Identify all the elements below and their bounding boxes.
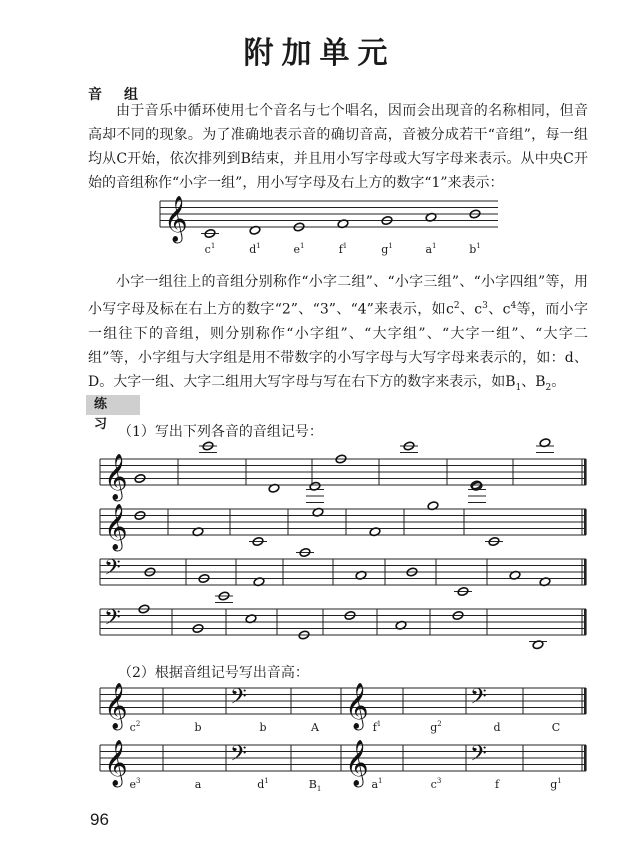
pitch-label: $a^1$ [371,777,383,791]
note-label: $g^1$ [381,242,393,256]
treble-clef-icon: 𝄞 [164,196,188,242]
note-label: $d^1$ [249,242,261,256]
final-barline [584,745,587,771]
note-label: $a^1$ [425,242,437,256]
pitch-label: $c^3$ [430,777,442,791]
bass-clef-icon: 𝄢 [104,555,121,586]
section-heading: 音组 [88,87,160,103]
pitch-label: C [551,721,561,734]
pitch-label: $g^1$ [550,777,562,791]
final-barline [584,459,587,485]
pitch-label: $B_1$ [308,778,322,793]
bass-clef-icon: 𝄢 [230,741,247,772]
pitch-label: A [311,721,319,734]
exercise1-prompt: （1）写出下列各音的音组记号： [118,424,323,440]
bass-clef-icon: 𝄢 [470,741,487,772]
note-label: $c^1$ [204,242,216,256]
pitch-label: $g^2$ [430,720,442,734]
final-barline [584,688,587,714]
intro-paragraph: 由于音乐中循环使用七个音名与七个唱名，因而会出现音的名称相同，但音高却不同的现象。为了准确地表示音的确切音高，音被分成若干“音组”，每一组均从C开始，依次排列到B结束，并且用小写字母或大写字母来表示。从中央C开始的音组称作“小字一组”，用小写字母及右上方的数字“1”来表示： [88,103,588,191]
pitch-label: $e^3$ [129,777,141,791]
pitch-label: $d^1$ [257,777,269,791]
pitch-label: $c^2$ [129,720,141,734]
page-number: 96 [90,810,109,829]
pitch-label: b [259,721,267,734]
pitch-label: f [494,778,500,791]
final-barline [584,559,587,585]
treble-clef-icon: 𝄞 [104,454,128,500]
bass-clef-icon: 𝄢 [230,684,247,715]
treble-clef-icon: 𝄞 [104,740,128,786]
treble-clef-icon: 𝄞 [104,683,128,729]
treble-clef-icon: 𝄞 [345,740,369,786]
pitch-label: b [194,721,202,734]
treble-clef-icon: 𝄞 [104,504,128,550]
note-label: $b^1$ [469,242,481,256]
page-title: 附加单元 [243,36,396,71]
pitch-label: $f^1$ [372,720,382,734]
bass-clef-icon: 𝄢 [470,684,487,715]
exercise2-prompt: （2）根据音组记号写出音高： [118,665,309,681]
pitch-label: d [493,721,501,734]
treble-clef-icon: 𝄞 [345,683,369,729]
note-label: $e^1$ [293,242,305,256]
final-barline [584,609,587,635]
octave-paragraph: 小字一组往上的音组分别称作“小字二组”、“小字三组”、“小字四组”等，用小写字母及标在右上方的数字“2”、“3”、“4”来表示，如$c^2$、$c^3$、$c^4$等，而小字一组往下的音组，则分别称作“小字组”、“大字组”、“大字一组”、“大字二组”等，小字组与大字组是用不带数字的小写字母与大写字母来表示的，如：d、D。大字一组、大字二组用大写字母与写在右下方的数字来表示，如$B_1$、$B_2$。 [88,274,589,393]
exercise-badge: 练习 [86,395,140,415]
bass-clef-icon: 𝄢 [104,605,121,636]
pitch-label: a [194,778,202,791]
final-barline [584,509,587,535]
note-label: $f^1$ [338,242,348,256]
